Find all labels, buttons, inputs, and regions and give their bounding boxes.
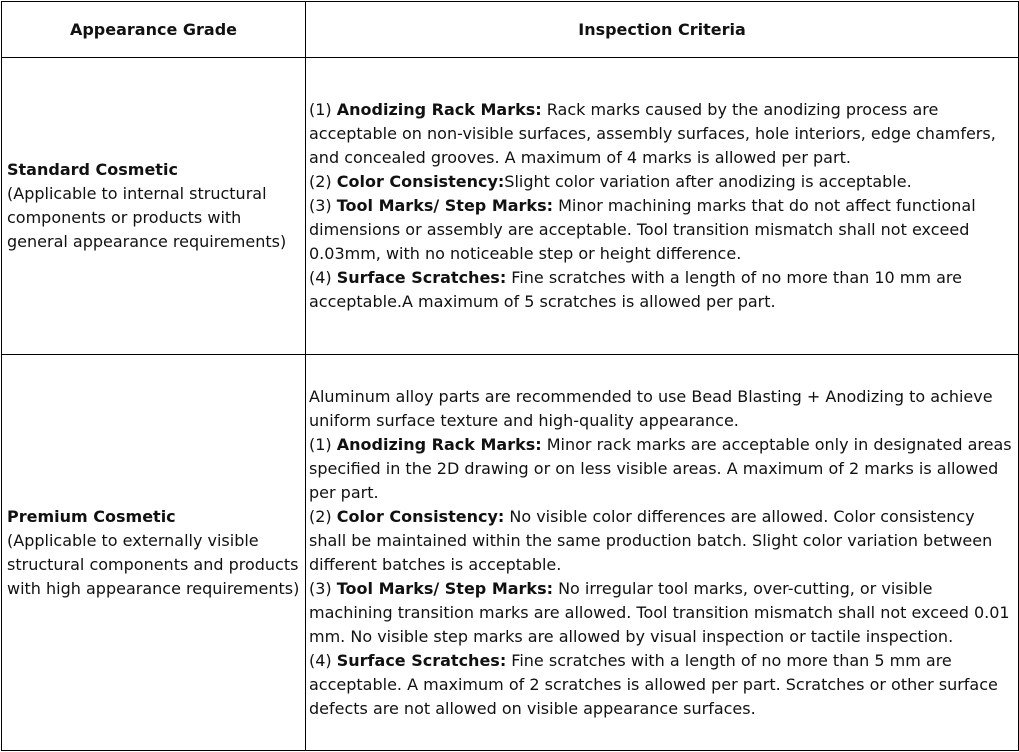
item-title: Tool Marks/ Step Marks: [336,578,553,598]
item-title: Surface Scratches: [336,268,507,287]
item-title: Anodizing Rack Marks: [336,434,542,454]
table-row [2,58,1019,355]
item-number: (1) [309,434,337,454]
item-number: (3) [309,196,337,215]
item-number: (1) [309,100,337,119]
criteria-item [309,98,1015,170]
criteria-item [309,649,1015,721]
grade-description: (Applicable to externally visible structural components and products with high appearance requirements) [7,530,300,598]
item-text: Fine scratches with a length of no more than 10 mm are acceptable.A maximum of 5 scratches is allowed per part. [309,268,962,311]
grade-name: Standard Cosmetic [7,160,178,179]
criteria-intro: Aluminum alloy parts are recommended to use Bead Blasting + Anodizing to achieve uniform surface texture and high-quality appearance. [309,386,993,430]
item-text: Rack marks caused by the anodizing process are acceptable on non-visible surfaces, assembly surfaces, hole interiors, edge chamfers, and concealed grooves. A maximum of 4 marks is allowed per part. [309,100,996,167]
criteria-item [309,194,1015,266]
item-number: (3) [309,578,337,598]
item-number: (4) [309,268,337,287]
item-title: Tool Marks/ Step Marks: [336,196,553,215]
criteria-item [309,170,1015,194]
criteria-item [309,577,1015,649]
item-text: Fine scratches with a length of no more than 5 mm are acceptable. A maximum of 2 scratches is allowed per part. Scratches or other surface defects are not allowed on visible appearance surfaces. [309,650,998,718]
item-text: No visible color differences are allowed. Color consistency shall be maintained within the same production batch. Slight color variation between different batches is acceptable. [309,506,993,574]
grade-cell-premium [2,355,306,751]
item-number: (2) [309,506,337,526]
item-number: (4) [309,650,337,670]
item-text: Minor rack marks are acceptable only in designated areas specified in the 2D drawing or on less visible areas. A maximum of 2 marks is allowed per part. [309,434,1012,502]
criteria-cell-premium [306,355,1019,751]
item-title: Anodizing Rack Marks: [336,100,542,119]
table-row [2,355,1019,751]
item-text: Slight color variation after anodizing is acceptable. [504,172,912,191]
header-inspection-criteria: Inspection Criteria [306,2,1019,58]
criteria-item [309,433,1015,505]
item-title: Surface Scratches: [336,650,507,670]
grade-description: (Applicable to internal structural components or products with general appearance requirements) [7,184,287,251]
grade-name: Premium Cosmetic [7,506,176,526]
criteria-item [309,266,1015,314]
header-appearance-grade: Appearance Grade [2,2,306,58]
item-text: Minor machining marks that do not affect functional dimensions or assembly are acceptable. Tool transition mismatch shall not exceed 0.03mm, with no noticeable step or height difference. [309,196,976,263]
item-number: (2) [309,172,337,191]
header-row [2,2,1019,58]
item-title: Color Consistency: [336,506,505,526]
grade-cell-standard [2,58,306,355]
inspection-table [1,1,1019,751]
criteria-item [309,505,1015,577]
item-title: Color Consistency: [336,172,505,191]
item-text: No irregular tool marks, over-cutting, or visible machining transition marks are allowed. Tool transition mismatch shall not exceed 0.01 mm. No visible step marks are allowed by visual inspection or tactile inspection. [309,578,1010,646]
criteria-cell-standard [306,58,1019,355]
